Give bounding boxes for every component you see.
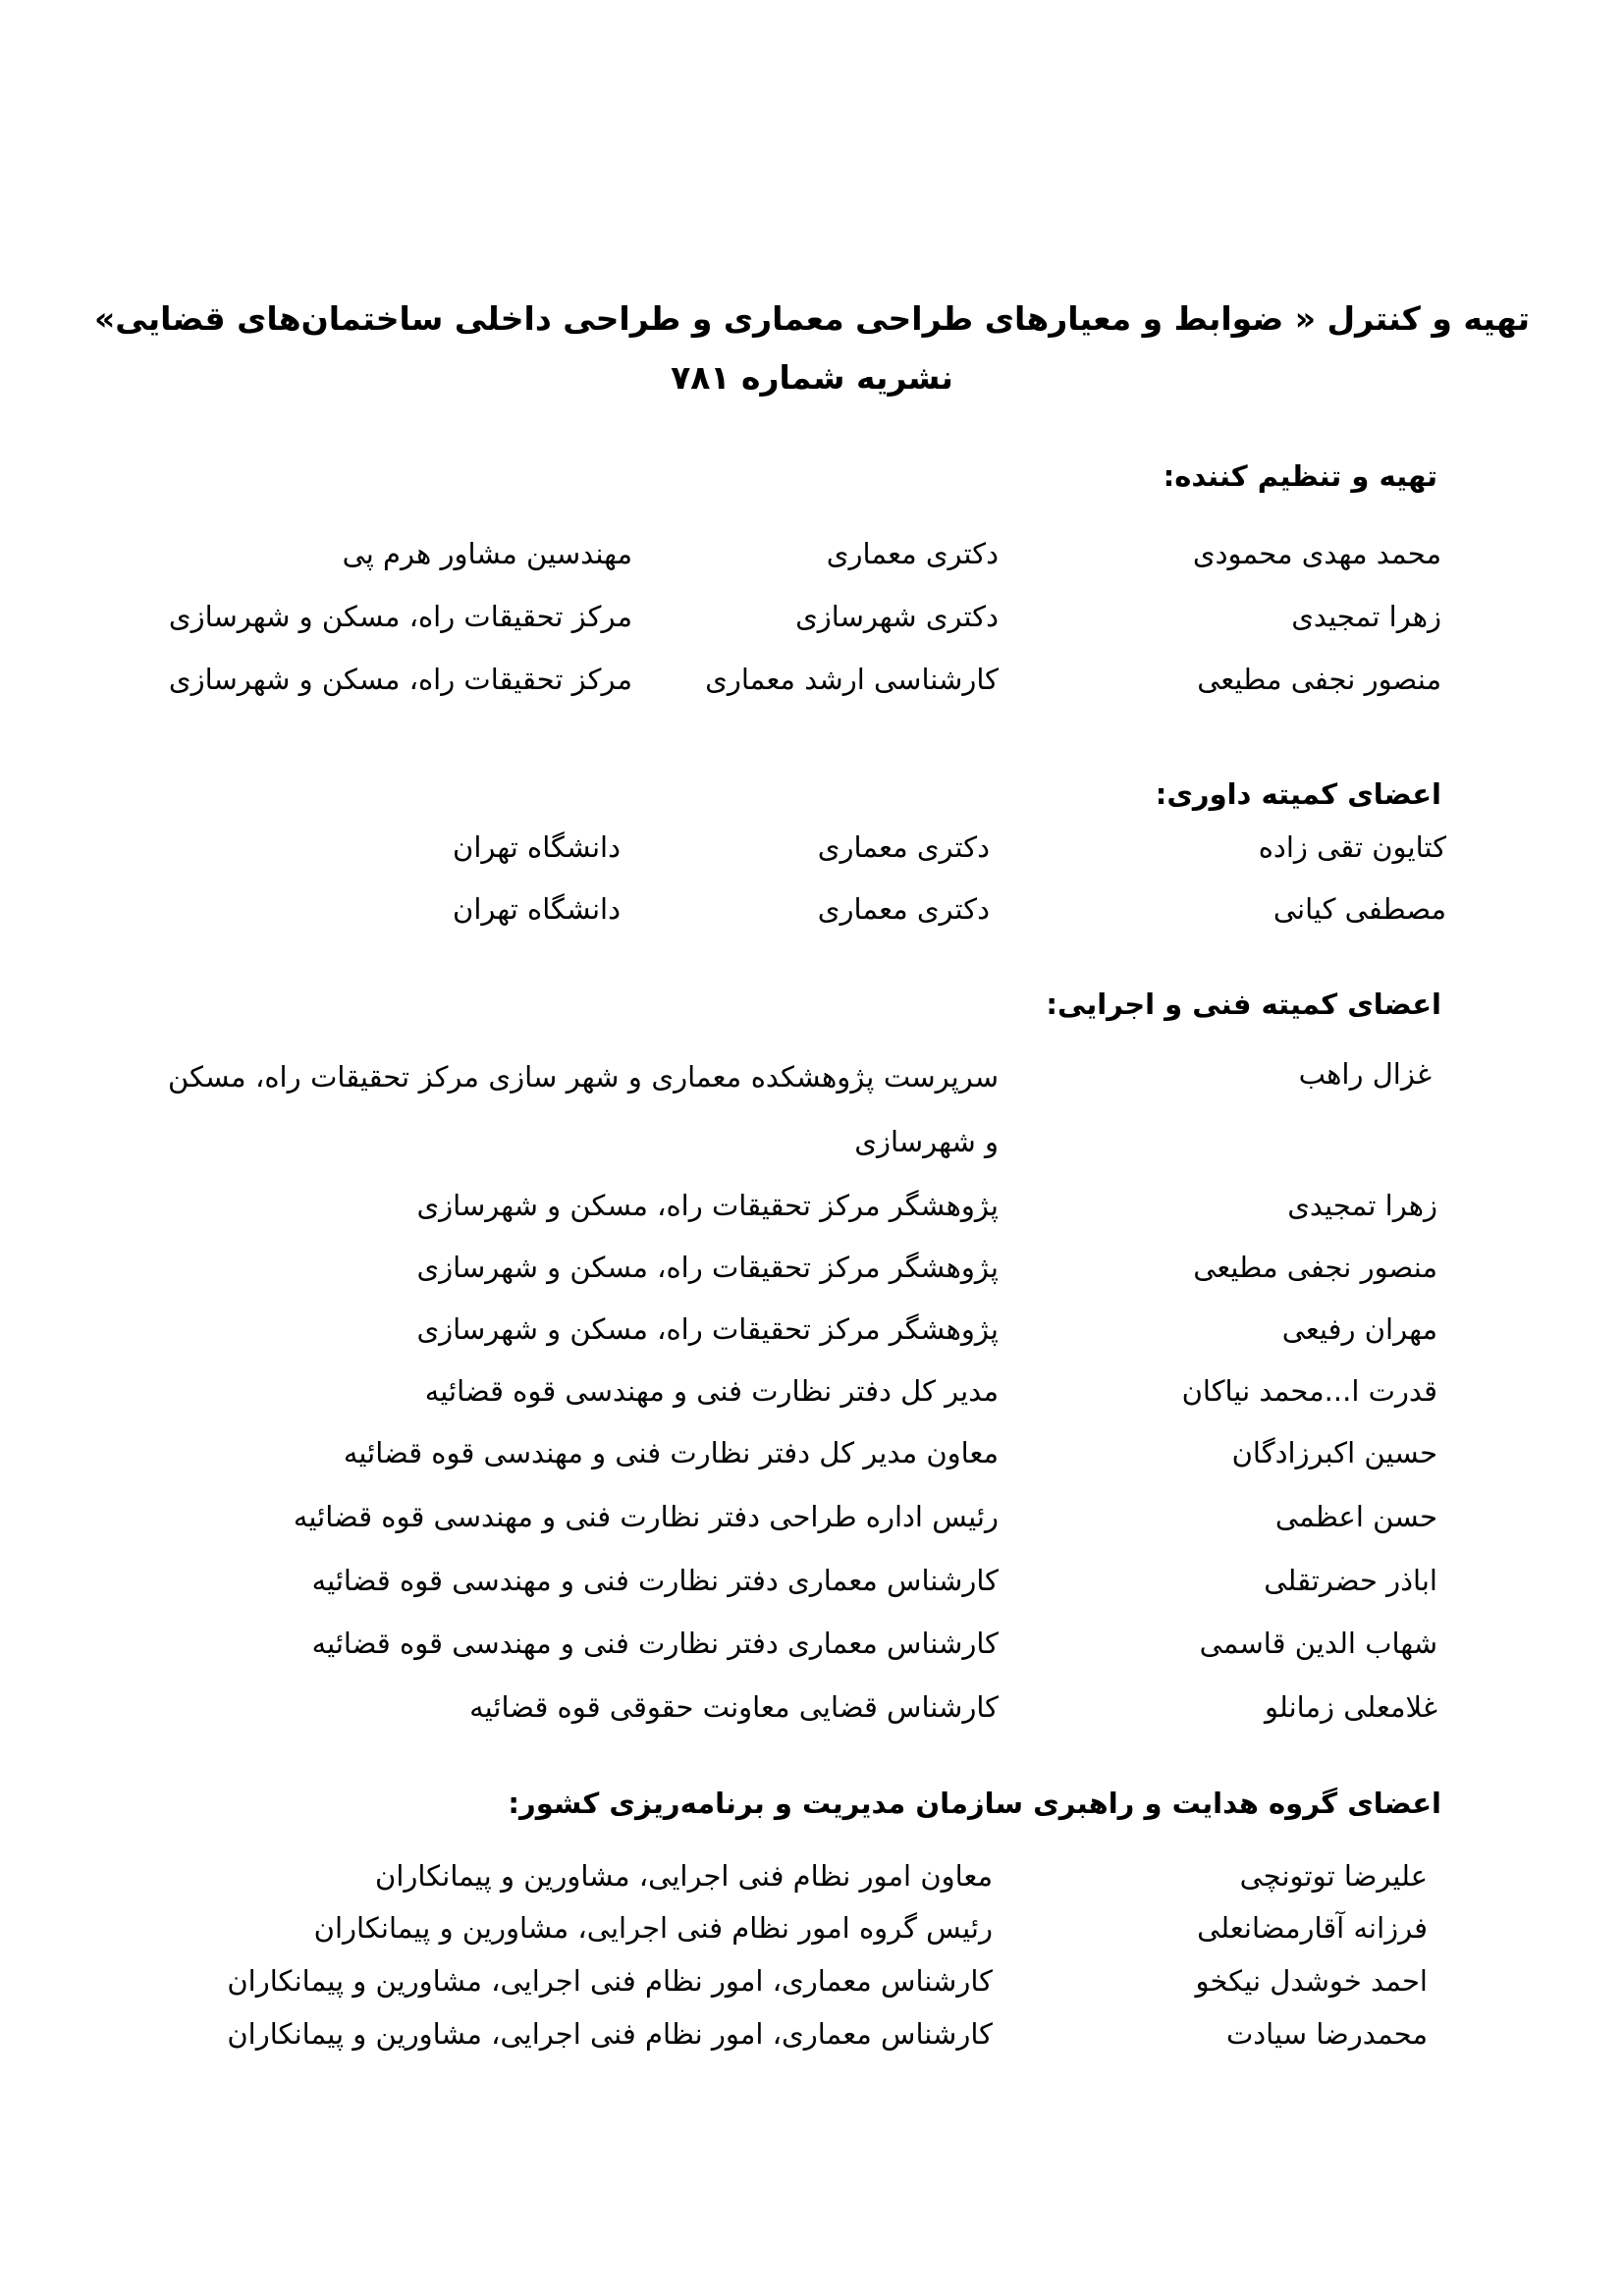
member-role: سرپرست پژوهشکده معماری و شهر سازی مرکز تحقیقات راه، مسکن و شهرسازی bbox=[168, 1060, 999, 1158]
member-degree: دکتری معماری bbox=[817, 892, 990, 926]
member-role: پژوهشگر مرکز تحقیقات راه، مسکن و شهرسازی bbox=[416, 1251, 999, 1284]
member-name: غلامعلی زمانلو bbox=[1264, 1690, 1437, 1724]
member-affiliation: مرکز تحقیقات راه، مسکن و شهرسازی bbox=[168, 600, 632, 633]
member-role: مدیر کل دفتر نظارت فنی و مهندسی قوه قضائیه bbox=[424, 1374, 999, 1408]
member-name: اباذر حضرتقلی bbox=[1264, 1564, 1437, 1597]
member-name: شهاب الدین قاسمی bbox=[1199, 1627, 1437, 1660]
member-name: مهران رفیعی bbox=[1281, 1312, 1437, 1346]
member-role: کارشناس معماری، امور نظام فنی اجرایی، مشاورین و پیمانکاران bbox=[227, 1964, 993, 1998]
member-role: کارشناس قضایی معاونت حقوقی قوه قضائیه bbox=[469, 1690, 999, 1724]
member-affiliation: مرکز تحقیقات راه، مسکن و شهرسازی bbox=[168, 663, 632, 696]
member-name: فرزانه آقارمضانعلی bbox=[1197, 1911, 1428, 1945]
member-affiliation: مهندسین مشاور هرم پی bbox=[342, 537, 632, 570]
member-name: قدرت ا...محمد نیاکان bbox=[1181, 1374, 1437, 1408]
member-role: کارشناس معماری، امور نظام فنی اجرایی، مشاورین و پیمانکاران bbox=[227, 2017, 993, 2051]
member-name: علیرضا توتونچی bbox=[1239, 1859, 1428, 1893]
member-name: کتایون تقی زاده bbox=[1258, 830, 1446, 864]
member-affiliation: دانشگاه تهران bbox=[453, 830, 621, 864]
member-role: معاون مدیر کل دفتر نظارت فنی و مهندسی قوه قضائیه bbox=[343, 1436, 999, 1469]
member-degree: دکتری معماری bbox=[817, 830, 990, 864]
member-name: غزال راهب bbox=[1298, 1057, 1432, 1091]
member-degree: کارشناسی ارشد معماری bbox=[705, 663, 999, 696]
member-role: کارشناس معماری دفتر نظارت فنی و مهندسی قوه قضائیه bbox=[311, 1564, 999, 1597]
member-role: پژوهشگر مرکز تحقیقات راه، مسکن و شهرسازی bbox=[416, 1312, 999, 1346]
member-degree: دکتری شهرسازی bbox=[795, 600, 999, 633]
member-name: محمدرضا سیادت bbox=[1225, 2017, 1428, 2051]
member-name: مصطفی کیانی bbox=[1272, 892, 1446, 926]
member-name: منصور نجفی مطیعی bbox=[1193, 1251, 1437, 1284]
publication-number: نشریه شماره ۷۸۱ bbox=[671, 358, 953, 397]
section-heading: تهیه و تنظیم کننده: bbox=[1163, 459, 1437, 493]
member-name: محمد مهدی محمودی bbox=[1192, 537, 1441, 570]
member-role: پژوهشگر مرکز تحقیقات راه، مسکن و شهرسازی bbox=[416, 1189, 999, 1222]
section-heading: اعضای کمیته داوری: bbox=[1155, 777, 1441, 811]
member-role: رئیس گروه امور نظام فنی اجرایی، مشاورین و پیمانکاران bbox=[313, 1911, 993, 1945]
member-name: احمد خوشدل نیکخو bbox=[1195, 1964, 1428, 1998]
member-role: معاون امور نظام فنی اجرایی، مشاورین و پیمانکاران bbox=[375, 1859, 993, 1893]
member-role: رئیس اداره طراحی دفتر نظارت فنی و مهندسی قوه قضائیه bbox=[293, 1500, 999, 1533]
section-heading: اعضای گروه هدایت و راهبری سازمان مدیریت و برنامه‌ریزی کشور: bbox=[508, 1787, 1441, 1820]
document-title: تهیه و کنترل « ضوابط و معیارهای طراحی معماری و طراحی داخلی ساختمان‌های قضایی» bbox=[93, 299, 1530, 338]
member-name: منصور نجفی مطیعی bbox=[1197, 663, 1441, 696]
member-name: زهرا تمجیدی bbox=[1291, 600, 1441, 633]
section-heading: اعضای کمیته فنی و اجرایی: bbox=[1046, 988, 1441, 1021]
member-name: زهرا تمجیدی bbox=[1287, 1189, 1437, 1222]
member-affiliation: دانشگاه تهران bbox=[453, 892, 621, 926]
member-name: حسین اکبرزادگان bbox=[1231, 1436, 1437, 1469]
member-name: حسن اعظمی bbox=[1274, 1500, 1437, 1533]
member-role: کارشناس معماری دفتر نظارت فنی و مهندسی قوه قضائیه bbox=[311, 1627, 999, 1660]
member-degree: دکتری معماری bbox=[826, 537, 999, 570]
